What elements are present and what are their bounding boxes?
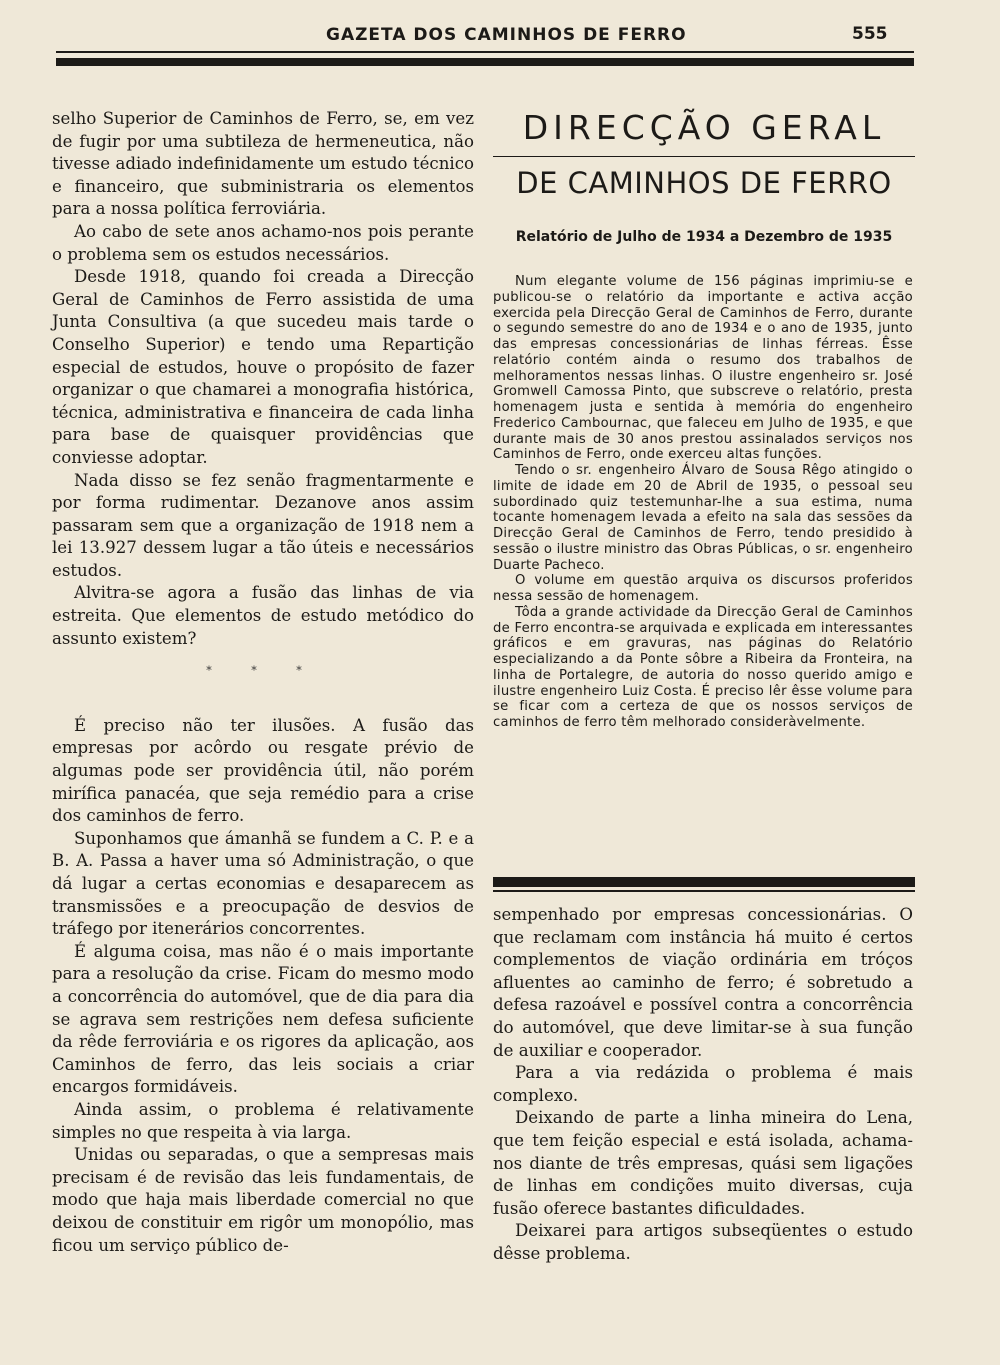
header-rule-thin (56, 51, 914, 53)
page-header (0, 0, 1000, 80)
article-paragraph: Tendo o sr. engenheiro Álvaro de Sousa Rêgo atingido o limite de idade em 20 de Abril de 1935, o pessoal seu subordinado quiz testemunhar-lhe a sua estima, numa tocante homenagem levada a efeito na sala das sessões da Direcção Geral de Caminhos de Ferro, tendo presidido à sessão o ilustre ministro das Obras Públicas, o sr. engenheiro Duarte Pacheco. (493, 463, 913, 573)
left-paragraph: selho Superior de Caminhos de Ferro, se, em vez de fugir por uma subtileza de hermeneutica, não tivesse adiado indefinidamente um estudo técnico e financeiro, que subministraria os elementos para a nossa política ferroviária. (52, 109, 474, 219)
article-headline-line1: DIRECÇÃO GERAL (522, 108, 886, 147)
left-paragraph: Ainda assim, o problema é relativamente simples no que respeita à via larga. (52, 1099, 474, 1142)
continuation-paragraph: sempenhado por empresas concessionárias. O que reclamam com instância há muito é certos complementos de viação ordinária em tróços afluentes ao caminho de ferro; é sobretudo a defesa razoável e possível contra a concorrência do automóvel, que deve limitar-se à sua função de auxiliar e cooperador. (493, 905, 913, 1060)
article-divider-thin (493, 890, 915, 892)
left-paragraph: Ao cabo de sete anos achamo-nos pois perante o problema sem os estudos necessários. (52, 221, 474, 264)
continuation-column (493, 904, 913, 1266)
article-body (493, 274, 913, 731)
article-divider-thick (493, 877, 915, 887)
header-rule-thick (56, 58, 914, 66)
left-paragraph: Alvitra-se agora a fusão das linhas de via estreita. Que elementos de estudo metódico do assunto existem? (52, 583, 474, 648)
article-paragraph: O volume em questão arquiva os discursos proferidos nessa sessão de homenagem. (493, 573, 913, 604)
left-paragraph: Suponhamos que ámanhã se fundem a C. P. e a B. A. Passa a haver uma só Administração, o que dá lugar a certas economias e desaparecem as transmissões e a preocupação de desvios de tráfego por itenerários concorrentes. (52, 828, 474, 939)
continuation-paragraph: Para a via redázida o problema é mais complexo. (493, 1063, 913, 1105)
left-paragraph: É alguma coisa, mas não é o mais importante para a resolução da crise. Ficam do mesmo modo a concorrência do automóvel, que de dia para dia se agrava sem restrições nem defesa suficiente da rêde ferroviária e os rigores da aplicação, aos Caminhos de ferro, das leis sociais a criar encargos formidáveis. (52, 941, 474, 1097)
left-column (52, 108, 474, 1257)
left-paragraph: Unidas ou separadas, o que a sempresas mais precisam é de revisão das leis fundamentais, de modo que haja mais liberdade comercial no que deixou de constituir em rigôr um monopólio, mas ficou um serviço público de- (52, 1145, 474, 1255)
section-separator: * * * (206, 664, 320, 678)
left-paragraph: É preciso não ter ilusões. A fusão das empresas por acôrdo ou resgate prévio de algumas pode ser providência útil, não porém mirífica panacéa, que seja remédio para a crise dos caminhos de ferro. (52, 715, 474, 826)
article-paragraph: Tôda a grande actividade da Direcção Geral de Caminhos de Ferro encontra-se arquivada e explicada em interessantes gráficos e em gravuras, nas páginas do Relatório especializando a da Ponte sôbre a Ribeira da Fronteira, na linha de Portalegre, de autoria do nosso querido amigo e ilustre engenheiro Luiz Costa. É preciso lêr êsse volume para se ficar com a certeza de que os nossos serviços de caminhos de ferro têm melhorado consideràvelmente. (493, 604, 913, 730)
article-headline-line2: DE CAMINHOS DE FERRO (516, 166, 892, 200)
continuation-paragraph: Deixarei para artigos subseqüentes o estudo dêsse problema. (493, 1221, 913, 1263)
headline-rule (493, 156, 915, 157)
left-paragraph: Desde 1918, quando foi creada a Direcção Geral de Caminhos de Ferro assistida de uma Junta Consultiva (a que sucedeu mais tarde o Conselho Superior) e tendo uma Repartição especial de estudos, houve o propósito de fazer organizar o que chamarei a monografia histórica, técnica, administrativa e financeira de cada linha para base de quaisquer providências que conviesse adoptar. (52, 267, 474, 467)
page-number: 555 (852, 24, 888, 44)
left-paragraph: Nada disso se fez senão fragmentarmente e por forma rudimentar. Dezanove anos assim passaram sem que a organização de 1918 nem a lei 13.927 dessem lugar a tão úteis e necessários estudos. (52, 470, 474, 580)
article-paragraph: Num elegante volume de 156 páginas imprimiu-se e publicou-se o relatório da importante e activa acção exercida pela Direcção Geral de Caminhos de Ferro, durante o segundo semestre do ano de 1934 e o ano de 1935, junto das empresas concessionárias de linhas férreas. Êsse relatório contém ainda o resumo dos trabalhos de melhoramentos nessas linhas. O ilustre engenheiro sr. José Gromwell Camossa Pinto, que subscreve o relatório, presta homenagem justa e sentida à memória do engenheiro Frederico Cambournac, que faleceu em Julho de 1935, e que durante mais de 30 anos prestou assinalados serviços nos Caminhos de Ferro, onde exerceu altas funções. (493, 274, 913, 463)
article-subtitle: Relatório de Julho de 1934 a Dezembro de 1935 (515, 229, 893, 245)
continuation-paragraph: Deixando de parte a linha mineira do Lena, que tem feição especial e está isolada, achama-nos diante de três empresas, quási sem ligações de linhas em condições muito diversas, cuja fusão oferece bastantes dificuldades. (493, 1108, 913, 1218)
running-title: GAZETA DOS CAMINHOS DE FERRO (326, 25, 687, 45)
